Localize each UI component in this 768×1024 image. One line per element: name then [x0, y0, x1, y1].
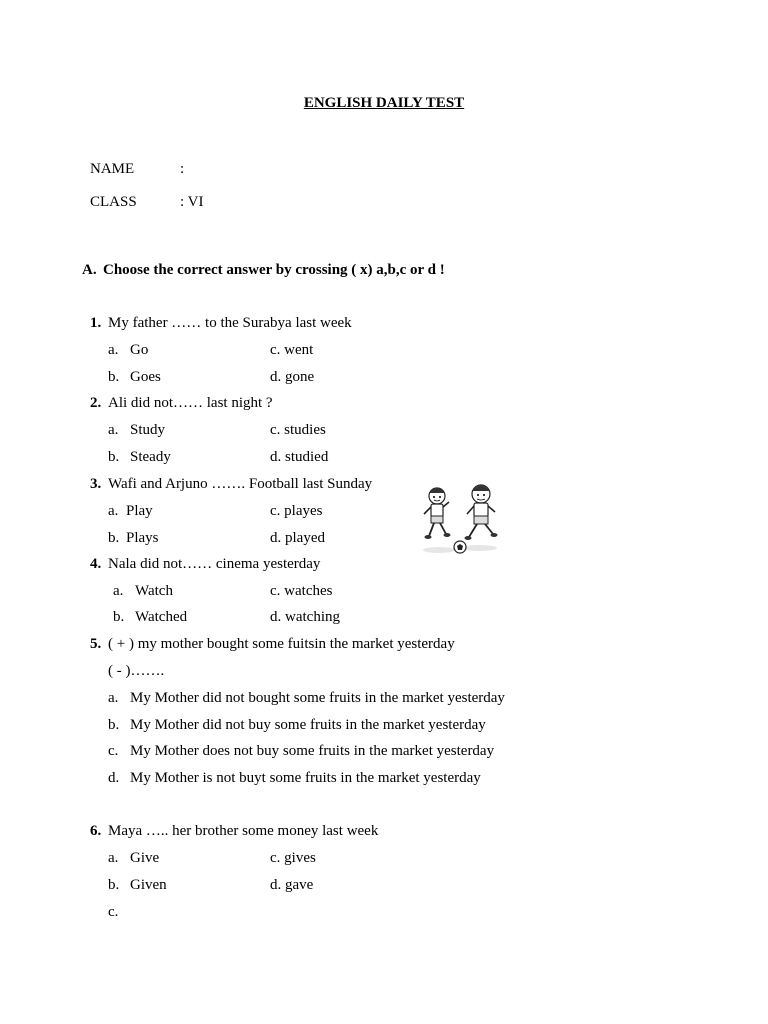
option-c: My Mother does not buy some fruits in the market yesterday [130, 743, 495, 759]
question-text: My father …… to the Surabya last week [108, 315, 352, 331]
option-a: Give [130, 850, 160, 866]
option-letter: c. [108, 743, 119, 759]
question-number: 6. [90, 823, 102, 839]
option-b: Steady [130, 449, 171, 465]
question-text: Ali did not…… last night ? [108, 395, 273, 411]
option-letter: b. [108, 449, 120, 465]
option-b: My Mother did not buy some fruits in the market yesterday [130, 717, 486, 733]
option-letter: a. [108, 342, 119, 358]
option-letter: c. [108, 904, 119, 920]
option-a: Play [126, 503, 153, 519]
option-letter: a. [113, 583, 124, 599]
boys-playing-football-icon [417, 474, 507, 558]
option-c: c. gives [270, 850, 316, 866]
option-d: d. watching [270, 609, 340, 625]
option-c: c. watches [270, 583, 333, 599]
option-b: Watched [135, 609, 188, 625]
question-text: Wafi and Arjuno ……. Football last Sunday [108, 476, 373, 492]
page-title: ENGLISH DAILY TEST [303, 95, 465, 111]
option-letter: a. [108, 690, 119, 706]
class-label: CLASS [90, 194, 137, 210]
question-number: 5. [90, 636, 102, 652]
question-text: Maya ….. her brother some money last week [108, 823, 379, 839]
option-d: d. studied [270, 449, 329, 465]
question-number: 4. [90, 556, 102, 572]
option-letter: a. [108, 422, 119, 438]
option-letter: b. [108, 877, 120, 893]
option-c: c. went [270, 342, 314, 358]
option-letter: b. [113, 609, 125, 625]
question-number: 1. [90, 315, 102, 331]
option-letter: b. [108, 369, 120, 385]
question-text: ( + ) my mother bought some fuitsin the market yesterday [108, 636, 455, 652]
option-letter: b. [108, 530, 120, 546]
option-b: Given [130, 877, 167, 893]
option-letter: a. [108, 503, 119, 519]
option-a: Watch [135, 583, 173, 599]
option-letter: b. [108, 717, 120, 733]
question-subtext: ( - )……. [108, 663, 165, 679]
section-instruction: Choose the correct answer by crossing ( x) a,b,c or d ! [103, 262, 445, 278]
option-d: d. played [270, 530, 325, 546]
section-letter: A. [82, 262, 97, 278]
question-number: 3. [90, 476, 102, 492]
option-letter: a. [108, 850, 119, 866]
option-c: c. studies [270, 422, 326, 438]
name-label: NAME [90, 161, 135, 177]
option-d: d. gone [270, 369, 315, 385]
question-text: Nala did not…… cinema yesterday [108, 556, 321, 572]
option-c: c. playes [270, 503, 323, 519]
class-value: : VI [180, 194, 204, 210]
option-letter: d. [108, 770, 120, 786]
name-value: : [180, 161, 185, 177]
option-b: Plays [126, 530, 159, 546]
option-d: d. gave [270, 877, 314, 893]
option-a: Go [130, 342, 149, 358]
question-number: 2. [90, 395, 102, 411]
option-a: My Mother did not bought some fruits in the market yesterday [130, 690, 505, 706]
option-b: Goes [130, 369, 161, 385]
option-d: My Mother is not buyt some fruits in the market yesterday [130, 770, 481, 786]
option-a: Study [130, 422, 166, 438]
